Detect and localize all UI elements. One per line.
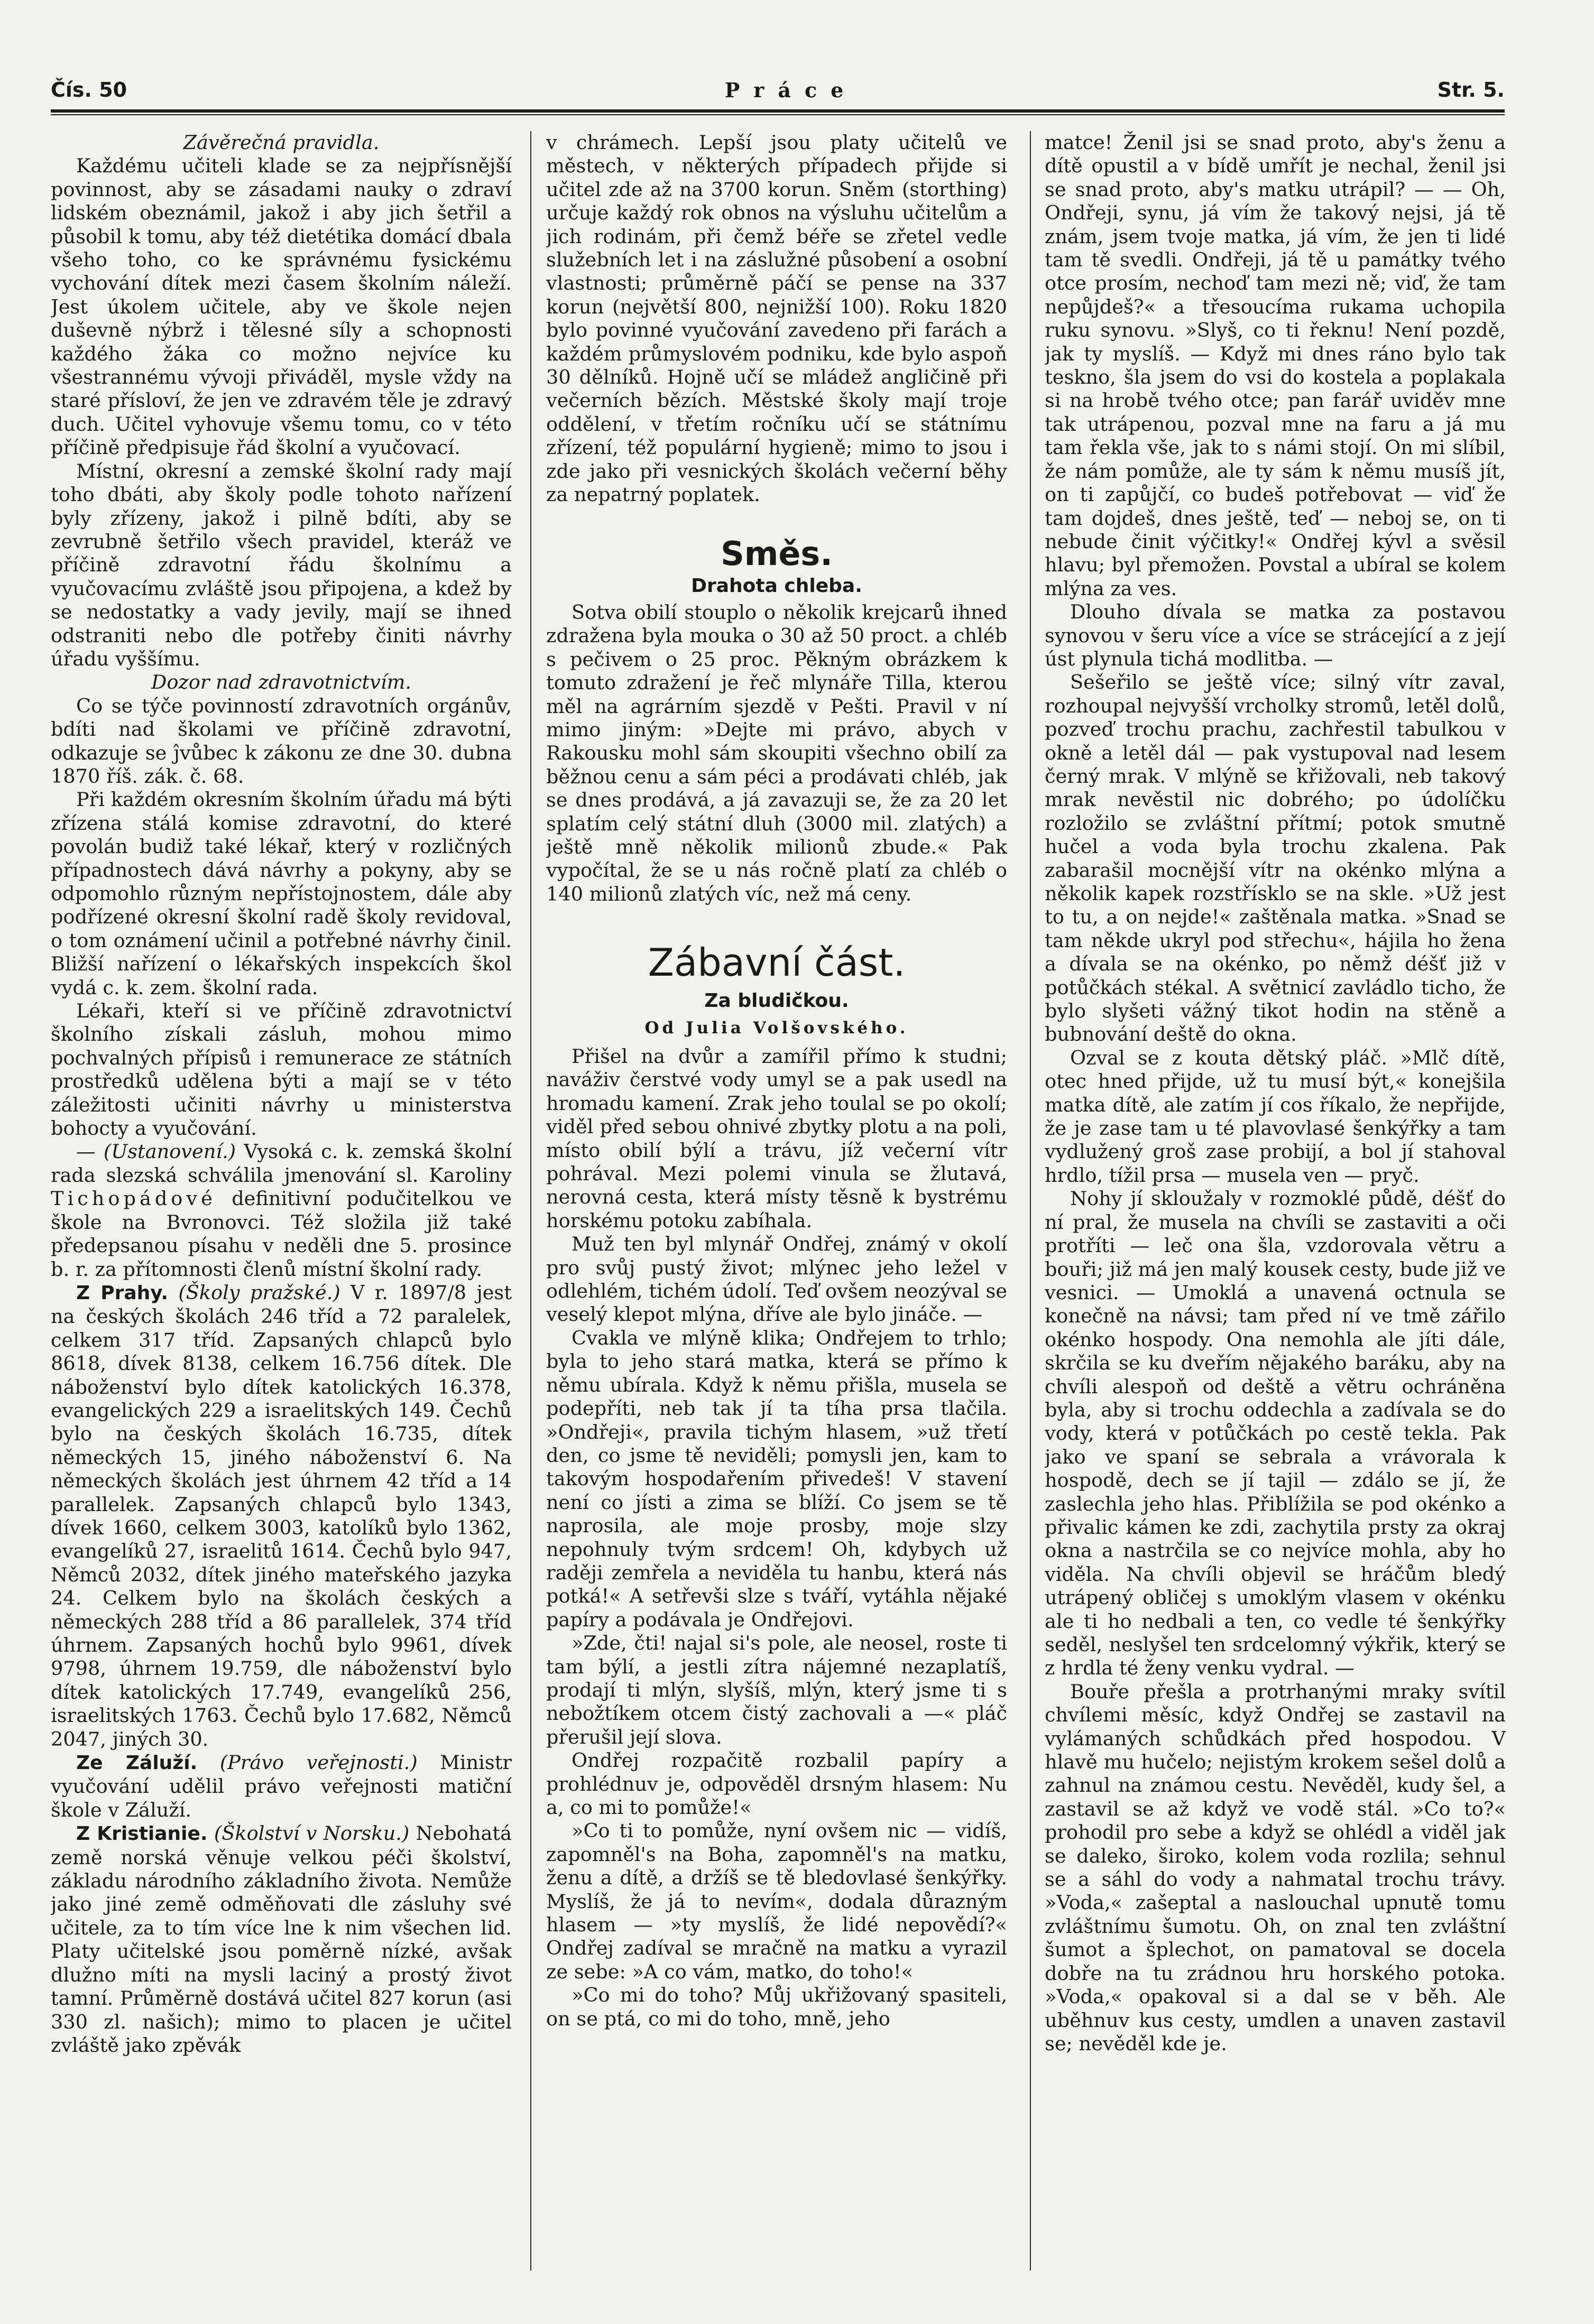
item-body: Vysoká c. k. zemská školní rada slezská schválila jmenování sl. Karoliny — [51, 1140, 512, 1187]
item-body: V r. 1897/8 jest na českých školách 246 tříd a 72 paralelek, celkem 317 tříd. Zapsaných chlapců bylo 8618, dívek 8138, celkem 16.756 dítek. Dle náboženství bylo dítek katolických 16.378, evangelických 229 a israelitských 149. Čechů bylo na českých školách 16.735, dítek německých 15, jiného náboženství 6. Na německých školách jest úhrnem 42 tříd a 14 parallelek. Zapsaných chlapců bylo 1343, dívek 1660, celkem 3003, katolíků bylo 1362, evangelíků 27, israelitů 1614. Čechů bylo 947, Němců 2032, dítek jiného mateřského jazyka 24. Celkem bylo na školách českých a německých 288 tříd a 86 parallelek, 374 tříd úhrnem. Zapsaných hochů bylo 9961, dívek 9798, úhrnem 19.759, dle náboženství bylo dítek katolických 17.749, evangelíků 256, israelitských 1763. Čechů bylo 17.682, Němců 2047, jiných 30. — [51, 1281, 512, 1751]
item-tag: (Právo veřejnosti.) — [219, 1751, 418, 1774]
paragraph: matce! Ženil jsi se snad proto, aby's ženu a dítě opustil a v bídě umřít je nechal, ženil jsi se snad proto, aby's matku utrápil? — — Oh, Ondřeji, synu, já vím že takový nejsi, já tě znám, jsem tvoje matka, já vím, že jen ti lidé tam tě svedli. Ondřeji, já tě u památky tvého otce prosím, nechoď tam mezi ně; viď, že tam nepůjdeš?« a třesoucíma rukama uchopila ruku synovu. »Slyš, co ti řeknu! Není pozdě, jak ty myslíš. — Když mi dnes ráno bylo tak teskno, šla jsem do vsi do kostela a poplakala si na hrobě tvého otce; pan farář uviděv mne tak utrápenou, pozval mne na faru a já mu tam řekla vše, jak to s námi stojí. On mi slíbil, že nám pomůže, ale ty sám k němu musíš jít, on ti zapůjčí, co budeš potřebovat — viď že tam dojdeš, dnes ještě, teď — neboj se, on ti nebude činit výčitky!« Ondřej kývl a svěsil hlavu; byl přemožen. Povstal a ubíral se kolem mlýna za ves. — [1045, 131, 1506, 600]
paragraph: Muž ten byl mlynář Ondřej, známý v okolí pro svůj pustý život; mlýnec jeho ležel v odlehlém, tichém údolí. Teď ovšem neozýval se veselý klepot mlýna, dříve ale bylo jináče. — — [546, 1233, 1007, 1326]
news-item — [51, 1281, 512, 1751]
person-name: Tichopádové — [51, 1187, 216, 1210]
section-heading: Zábavní část. — [648, 940, 906, 985]
paragraph: v chrámech. Lepší jsou platy učitelů ve městech, v některých případech přijde si učitel zde až na 3700 korun. Sněm (storthing) určuje každý rok obnos na výsluhu učitelům a jich rodinám, při čemž béře se zřetel vedle služebních let i na záslužné působení a osobní vlastnosti; průměrně páčí se pense na 337 korun (největší 800, nejnižší 100). Roku 1820 bylo povinné vyučování zavedeno při farách a každém průmyslovém podniku, kde bylo aspoň 30 dělníků. Hojně učí se mládež angličině při večerních bězích. Městské školy mají troje oddělení, v třetím ročníku učí se státnímu zřízení, též populární hygieně; mimo to jsou i zde jako při vesnických školách večerní běhy za nepatrný poplatek. — [546, 131, 1007, 506]
column-divider — [1030, 131, 1031, 2271]
paragraph: Nohy jí skloužaly v rozmoklé půdě, déšť do ní pral, že musela na chvíli se zastaviti a oči protříti — leč ona šla, vzdorovala větru a bouři; již má jen malý kousek cesty, bude již ve vesnici. — Umoklá a unavená octnula se konečně na návsi; tam před ní ve tmě zářilo okénko hospody. Ona nemohla ale jíti dále, skrčila se ku dveřím nějakého baráku, aby na chvíli alespoň od deště a větru ochráněna byla, aby si trochu oddechla a zadívala se do vody, která v potůčkách po cestě tekla. Pak jako ve spaní se sebrala a vrávorala k hospodě, dech se jí tajil — zdálo se jí, že zaslechla jeho hlas. Přiblížila se pod okénko a přivalic kámen ke zdi, zachytila prsty za okraj okna a nastrčila se co nejvíce mohla, aby ho viděla. Na chvíli objevil se hráčům bledý utrápený obličej s umoklým vlasem v okénku ale ti ho nedbali a ten, co vedle té šenkýřky seděl, neslyšel ten srdcelomný výkřik, který se z hrdla té ženy venku vydral. — — [1045, 1187, 1506, 1680]
article-heading: Drahota chleba. — [691, 575, 862, 597]
item-lead: Z Prahy. — [76, 1282, 169, 1304]
paragraph: Lékaři, kteří si ve příčině zdravotnictví školního získali zásluh, mohou mimo pochvalných přípisů i remunerace ze státních prostředků udělena býti a mají se v této záležitosti učiniti návrhy u ministerstva bohocty a vyučování. — [51, 999, 512, 1140]
item-body: Nebohatá země norská věnuje velkou péči školství, základu národního základního života. Nemůže jako jiné země odměňovati dle zásluhy své učitele, za to tím více lne k nim všechen lid. Platy učitelské jsou poměrně nízké, avšak dlužno míti na mysli laciný a prostý život tamní. Průměrně dostává učitel 827 korun (asi 330 zl. našich); mimo to placen je učitel zvláště jako zpěvák — [51, 1822, 512, 2057]
paragraph: Místní, okresní a zemské školní rady mají toho dbáti, aby školy podle tohoto nařízení byly zřízeny, jakož i pilně bdíti, aby se zevrubně šetřilo všech pravidel, kteráž ve příčině zdravotní řádu školnímu a vyučovacímu zvláště jsou připojena, a kdež by se nedostatky a vady jevily, mají se ihned odstraniti nebo dle potřeby činiti návrhy úřadu vyššímu. — [51, 459, 512, 670]
story-author: Od Julia Volšovského. — [644, 1018, 909, 1038]
story-title: Za bludičkou. — [704, 990, 849, 1012]
paragraph: Přišel na dvůr a zamířil přímo k studni; naváživ čerstvé vody umyl se a pak usedl na hromadu kamení. Zrak jeho toulal se po okolí; viděl před sebou ohnivé zbytky plotu a na poli, místo obilí býlí a trávu, jíž večerní vítr pohrával. Mezi polemi vinula se žlutavá, nerovná cesta, která místy těsně k bystrému horskému potoku zabíhala. — [546, 1045, 1007, 1232]
header-rule — [51, 109, 1505, 115]
item-lead: — (Ustanovení.) — [76, 1140, 236, 1163]
item-tag: (Školy pražské.) — [178, 1281, 340, 1304]
item-lead: Ze Záluží. — [76, 1752, 198, 1774]
paragraph: »Co ti to pomůže, nyní ovšem nic — vidíš, zapomněl's na Boha, zapomněl's na matku, ženu a dítě, a držíš se tě bledovlasé šenkýřky. Myslíš, že já to nevím«, dodala důrazným hlasem — »ty myslíš, že lidé nepovědí?« Ondřej zadíval se mračně na matku a vyrazil ze sebe: »A co vám, matko, do toho!« — [546, 1819, 1007, 1983]
paragraph: Sešeřilo se ještě více; silný vítr zaval, rozhoupal nejvyšší vrcholky stromů, letěl dolů, pozveď trochu prachu, zachřestil tabulkou v okně a letěl dál — pak vystupoval nad lesem černý mrak. V mlýně se křižovali, neb takový mrak nevěstil nic dobrého; po údolíčku rozložilo se zvláštní přítmí; potok smutně hučel a voda byla trochu zkalena. Pak zabarašil mocnější vítr na okénko mlýna a několik kapek rozstřísklo se na skle. »Už jest to tu, a on nejde!« zaštěnala matka. »Snad se tam někde ukryl pod střechu«, hájila ho žena a dívala se na okénko, po němž déšť již v potůčkách stékal. A světnicí zavládlo ticho, že bylo slyšeti vážný tikot hodin na stěně a bubnování deště do okna. — [1045, 671, 1506, 1046]
paragraph: Co se týče povinností zdravotních orgánův, bdíti nad školami ve příčině zdravotní, odkazuje se ĵvůbec k zákonu ze dne 30. dubna 1870 říš. zák. č. 68. — [51, 694, 512, 788]
item-body: definitivní podučitelkou ve škole na Bvronovci. Též složila již také předepsanou písahu v neděli dne 5. prosince b. r. za přítomnosti členů místní školní rady. — [51, 1187, 512, 1281]
paragraph: Sotva obilí stouplo o několik krejcarů ihned zdražena byla mouka o 30 až 50 proct. a chléb s pečivem o 25 proc. Pěkným obrázkem k tomuto zdražení je řeč mlynáře Tilla, kterou měl na agrárním sjezdě v Pešti. Pravil v ní mimo jiným: »Dejte mi právo, abych v Rakousku mohl sám skoupiti všechno obilí za běžnou cenu a sám péci a prodávati chléb, jak se dnes prodává, a já zavazuji se, že za 20 let splatím celý státní dluh (3000 mil. zlatých) a ještě mně několik milionů zbude.« Pak vypočítal, že se u nás ročně platí za chléb o 140 milionů zlatých víc, než má ceny. — [546, 600, 1007, 905]
paragraph: Každému učiteli klade se za nejpřísnější povinnost, aby se zásadami nauky o zdraví lidském obeznámil, jakož i aby jich šetřil a působil k tomu, aby též dietétika domácí dbala všeho toho, co ke správnému fysickému vychování dítek mezi časem školním náleží. Jest úkolem učitele, aby ve škole nejen duševně nýbrž i tělesné síly a schopnosti každého žáka co možno nejvíce ku všestrannému vývoji přiváděl, mysle vždy na staré přísloví, že jen ve zdravém těle je zdravý duch. Učitel vyhovuje všemu tomu, co v této příčině předpisuje řád školní a vyučovací. — [51, 154, 512, 459]
paragraph: Cvakla ve mlýně klika; Ondřejem to trhlo; byla to jeho stará matka, která se přímo k němu ubírala. Když k němu přišla, musela se podepříti, neb tak jí ta tíha prsa tlačila. »Ondřeji«, pravila tichým hlasem, »už třetí den, co jsme tě neviděli; pomysli jen, kam to takovým hospodařením přivedeš! V stavení není co jísti a zima se blíží. Co jsem se tě naprosila, ale moje prosby, moje slzy nepohnuly tvým srdcem! Oh, kdybych už raději zemřela a neviděla tu hanbu, která nás potká!« A setřevši slze s tváří, vytáhla nějaké papíry a podávala je Ondřejovi. — [546, 1326, 1007, 1631]
news-item — [51, 1822, 512, 2057]
subheading: Dozor nad zdravotnictvím. — [151, 671, 412, 694]
item-tag: (Školství v Norsku.) — [214, 1822, 410, 1845]
paragraph: »Zde, čti! najal si's pole, ale neosel, roste ti tam býlí, a jestli zítra nájemné nezaplatíš, prodají ti mlýn, slyšíš, mlýn, který jsme ti s nebožtíkem otcem čistý zachovali a —« pláč přerušil její slova. — [546, 1632, 1007, 1748]
paragraph: Ozval se z kouta dětský pláč. »Mlč dítě, otec hned přijde, už tu musí být,« konejšila matka dítě, ale zatím jí cos říkalo, že nepřijde, že je zase tam u té plavovlasé šenkýřky a tam vydlužený groš zase probijí, a bol jí stahoval hrdlo, tížil prsa — musela ven — pryč. — [1045, 1046, 1506, 1187]
page-number: Str. 5. — [1437, 78, 1505, 101]
section-heading: Směs. — [721, 534, 833, 573]
item-body: Ministr vyučování udělil právo veřejnosti matiční škole v Záluží. — [51, 1751, 512, 1821]
issue-number: Čís. 50 — [51, 78, 127, 101]
paragraph: »Co mi do toho? Můj ukřižovaný spasiteli, on se ptá, co mi do toho, mně, jeho — [546, 1984, 1007, 2030]
paragraph: Při každém okresním školním úřadu má býti zřízena stálá komise zdravotní, do které povolán budiž také lékař, který v rozličných případnostech dává návrhy a pokyny, aby se odpomohlo různým nepřístojnostem, dále aby podřízené okresní školní radě školy revidoval, o tom oznámení učinil a potřebné návrhy činil. Bližší nařízení o lékařských inspekcích škol vydá c. k. zem. školní rada. — [51, 788, 512, 999]
paragraph: Dlouho dívala se matka za postavou synovou v šeru více a více se strácející a z její úst plynula tichá modlitba. — — [1045, 600, 1506, 670]
masthead-title: Práce — [724, 78, 858, 102]
news-item — [51, 1751, 512, 1822]
column-3 — [1045, 131, 1506, 2271]
column-divider — [530, 131, 531, 2271]
paragraph: Bouře přešla a protrhanými mraky svítil chvílemi měsíc, když Ondřej se zastavil na vylámaných schůdkách před hospodou. V hlavě mu hučelo; nejistým krokem sešel dolů a zahnul na známou cestu. Nevěděl, kudy šel, a zastavil se až když ve vodě stál. »Co to?« prohodil pro sebe a když se ohlédl a viděl jak se daleko, široko, kolem voda rozlila; sehnul se a sáhl do vody a nahmatal trochu trávy. »Voda,« zašeptal a naslouchal upnutě tomu zvláštnímu šumotu. Oh, on znal ten zvláštní šumot a šplechot, on pamatoval se docela dobře na tu zrádnou hru horského potoka. »Voda,« opakoval si a dal se v běh. Ale uběhnuv kus cesty, umdlen a unaven zastavil se; nevěděl kde je. — [1045, 1680, 1506, 2055]
column-2 — [546, 131, 1007, 2271]
news-item — [51, 1140, 512, 1281]
paragraph: Ondřej rozpačitě rozbalil papíry a prohlédnuv je, odpověděl drsným hlasem: Nu a, co mi to pomůže!« — [546, 1749, 1007, 1819]
item-lead: Z Kristianie. — [76, 1823, 208, 1845]
column-1 — [51, 131, 512, 2271]
subheading: Závěrečná pravidla. — [183, 131, 380, 154]
